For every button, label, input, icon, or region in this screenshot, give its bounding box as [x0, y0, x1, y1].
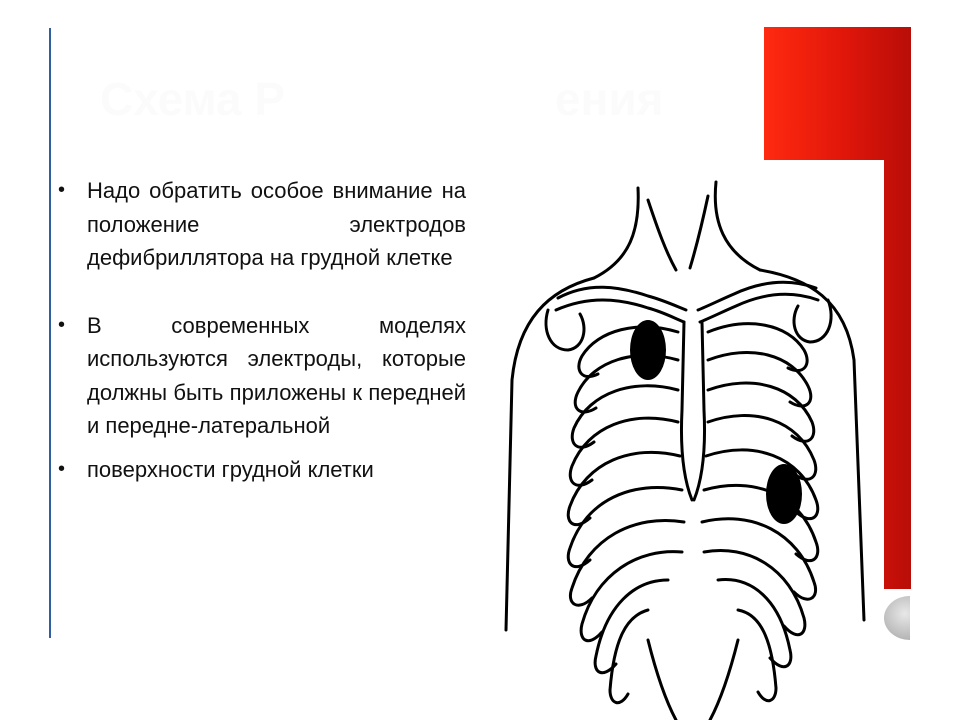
lower-left-lateral-electrode — [766, 464, 802, 524]
bullet-item — [56, 174, 466, 275]
lower-torso-line — [710, 640, 738, 720]
shoulder-right-outline — [760, 270, 864, 620]
rib-right — [738, 610, 776, 701]
scapula-right — [794, 300, 831, 342]
slide-title: Схема Р — [100, 73, 286, 125]
rib-left — [610, 610, 648, 703]
bullet-dot: • — [58, 179, 66, 201]
bullet-text: поверхности грудной клетки — [87, 456, 374, 482]
rib-cage-figure — [498, 160, 884, 720]
gray-orb-decoration — [884, 596, 936, 640]
slide-title-tail: ения — [555, 73, 664, 125]
scapula-left — [546, 310, 584, 350]
neck-right-outline — [715, 182, 760, 270]
upper-right-chest-electrode — [630, 320, 666, 380]
bullet-text: В современных моделях используются электроды, которые должны быть приложены к передней и передне-латеральной — [87, 312, 466, 438]
rib-right — [718, 580, 791, 667]
rib-left — [595, 580, 668, 673]
neck-inner-line — [648, 200, 676, 270]
clavicle-right — [700, 294, 818, 322]
bullet-dot: • — [58, 313, 66, 336]
bullet-dot: • — [58, 457, 66, 480]
rib-right — [708, 383, 814, 441]
rib-left — [572, 386, 678, 447]
rib-right — [708, 416, 816, 480]
bullet-item — [56, 453, 466, 487]
clavicle-left — [556, 300, 684, 322]
left-accent-rule — [49, 28, 51, 638]
shoulder-left-outline — [506, 278, 594, 630]
rib-right — [704, 550, 805, 634]
sternum — [681, 322, 692, 500]
bullet-item — [56, 309, 466, 443]
rib-cage-illustration — [498, 160, 884, 720]
neck-left-outline — [594, 188, 638, 278]
rib-right — [708, 324, 807, 371]
sternum — [694, 322, 705, 500]
lower-torso-line — [648, 640, 676, 720]
rib-left — [581, 552, 682, 641]
bullet-list — [56, 174, 466, 486]
neck-inner-line — [690, 196, 708, 268]
clavicle-left — [558, 287, 686, 310]
bullet-text: Надо обратить особое внимание на положение электродов дефибриллятора на грудной клетке — [87, 178, 466, 270]
